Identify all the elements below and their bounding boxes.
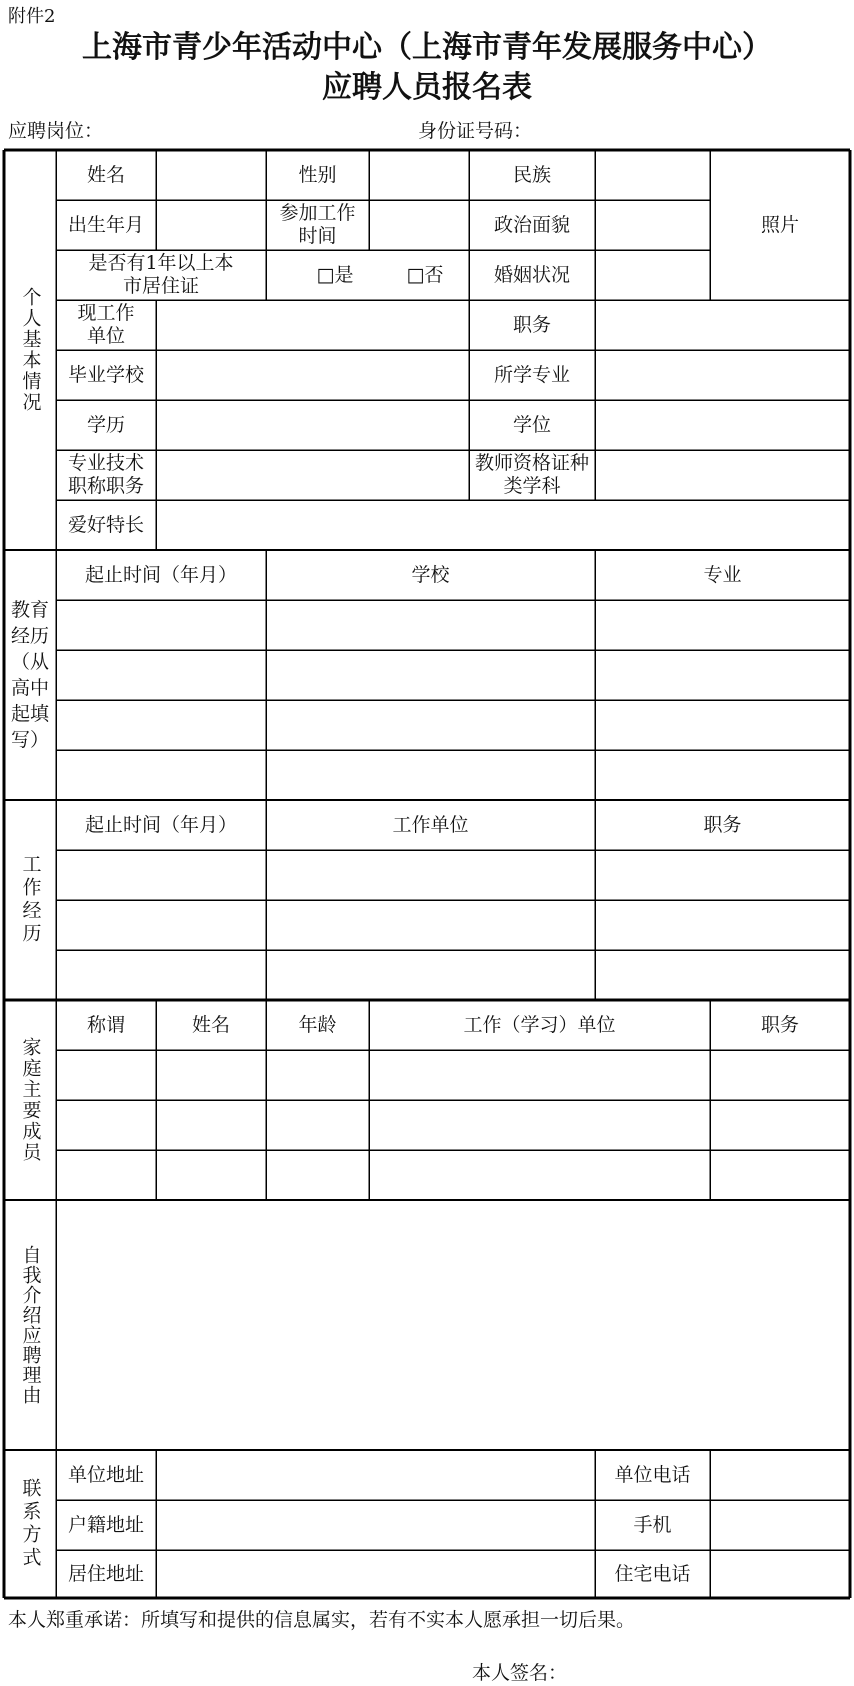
input-home-phone[interactable]: [710, 1550, 850, 1598]
label-gender: 性别: [298, 163, 337, 186]
form-title-line1: 上海市青少年活动中心（上海市青年发展服务中心）: [82, 30, 772, 65]
section-label-contact: [4, 1450, 56, 1598]
education-rows[interactable]: [56, 600, 850, 800]
label-work-phone: 单位电话: [614, 1463, 691, 1486]
input-major[interactable]: [595, 350, 850, 400]
header-work-position: 职务: [703, 813, 742, 836]
work-rows[interactable]: [56, 850, 850, 1000]
label-mobile: 手机: [633, 1513, 672, 1536]
label-position: 职务: [512, 313, 551, 336]
input-work-address[interactable]: [156, 1450, 595, 1500]
header-edu-major: 专业: [703, 563, 742, 586]
header-family-relation: 称谓: [86, 1013, 125, 1036]
section-label-contact-text: 联系方式: [19, 1478, 42, 1570]
label-household-address: 户籍地址: [67, 1513, 144, 1536]
header-family-name: 姓名: [191, 1013, 230, 1036]
signature-label: 本人签名：: [472, 1662, 568, 1684]
input-position[interactable]: [595, 300, 850, 350]
checkbox-residence-yes[interactable]: □是: [316, 263, 354, 286]
input-work-phone[interactable]: [710, 1450, 850, 1500]
label-school: 毕业学校: [67, 363, 144, 386]
header-family-position: 职务: [760, 1013, 799, 1036]
checkbox-residence-no[interactable]: □否: [406, 263, 444, 286]
header-work-employer: 工作单位: [392, 813, 469, 836]
header-family-employer: 工作（学习）单位: [463, 1013, 616, 1036]
input-school[interactable]: [156, 350, 469, 400]
input-birth[interactable]: [156, 200, 266, 250]
label-employer: 现工作单位: [77, 302, 135, 347]
label-major: 所学专业: [493, 363, 570, 386]
section-label-personal-text: 个人基本情况: [19, 287, 42, 413]
label-work-start: 参加工作时间: [279, 202, 356, 247]
input-name[interactable]: [156, 150, 266, 200]
label-professional-title: 专业技术职称职务: [67, 452, 144, 497]
family-rows[interactable]: [56, 1050, 850, 1200]
input-teacher-cert[interactable]: [595, 450, 850, 500]
label-degree: 学位: [512, 413, 551, 436]
input-household-address[interactable]: [156, 1500, 595, 1550]
attachment-label: 附件2: [8, 6, 56, 27]
section-label-work: [4, 800, 56, 1000]
commitment-statement: 本人郑重承诺：所填写和提供的信息属实，若有不实本人愿承担一切后果。: [8, 1609, 636, 1631]
section-label-self-intro-text: 自我介绍应聘理由: [19, 1245, 42, 1405]
section-label-personal: [4, 150, 56, 550]
label-teacher-cert: 教师资格证种类学科: [475, 452, 590, 497]
label-birth: 出生年月: [67, 213, 144, 236]
input-hobby[interactable]: [156, 500, 850, 550]
label-hobby: 爱好特长: [67, 513, 144, 536]
header-work-period: 起止时间（年月）: [84, 813, 237, 836]
label-education: 学历: [86, 413, 125, 436]
section-label-education: 教育经历（从高中起填写）: [10, 599, 49, 751]
label-home-phone: 住宅电话: [614, 1562, 691, 1585]
label-residence: 是否有1年以上本市居住证: [88, 252, 234, 297]
id-number-label: 身份证号码：: [418, 120, 533, 142]
header-edu-period: 起止时间（年月）: [84, 563, 237, 586]
section-label-family-text: 家庭主要成员: [19, 1037, 42, 1163]
form-title-line2: 应聘人员报名表: [322, 70, 532, 105]
input-political[interactable]: [595, 200, 710, 250]
label-work-address: 单位地址: [67, 1463, 144, 1486]
label-name: 姓名: [86, 163, 125, 186]
label-marital: 婚姻状况: [493, 263, 570, 286]
input-employer[interactable]: [156, 300, 469, 350]
label-home-address: 居住地址: [67, 1562, 144, 1585]
input-mobile[interactable]: [710, 1500, 850, 1550]
input-work-start[interactable]: [369, 200, 469, 250]
input-home-address[interactable]: [156, 1550, 595, 1598]
input-gender[interactable]: [369, 150, 469, 200]
header-edu-school: 学校: [411, 563, 450, 586]
section-label-family: [4, 1000, 56, 1200]
input-ethnicity[interactable]: [595, 150, 710, 200]
header-family-age: 年龄: [298, 1013, 337, 1036]
input-degree[interactable]: [595, 400, 850, 450]
label-ethnicity: 民族: [512, 163, 551, 186]
input-professional-title[interactable]: [156, 450, 469, 500]
section-label-work-text: 工作经历: [19, 854, 42, 946]
label-political: 政治面貌: [493, 213, 570, 236]
input-marital[interactable]: [595, 250, 710, 300]
section-label-self-intro: [4, 1200, 56, 1450]
input-education[interactable]: [156, 400, 469, 450]
photo-box[interactable]: 照片: [760, 213, 799, 236]
self-intro-textarea[interactable]: [56, 1200, 850, 1450]
applied-post-label: 应聘岗位：: [8, 120, 104, 142]
